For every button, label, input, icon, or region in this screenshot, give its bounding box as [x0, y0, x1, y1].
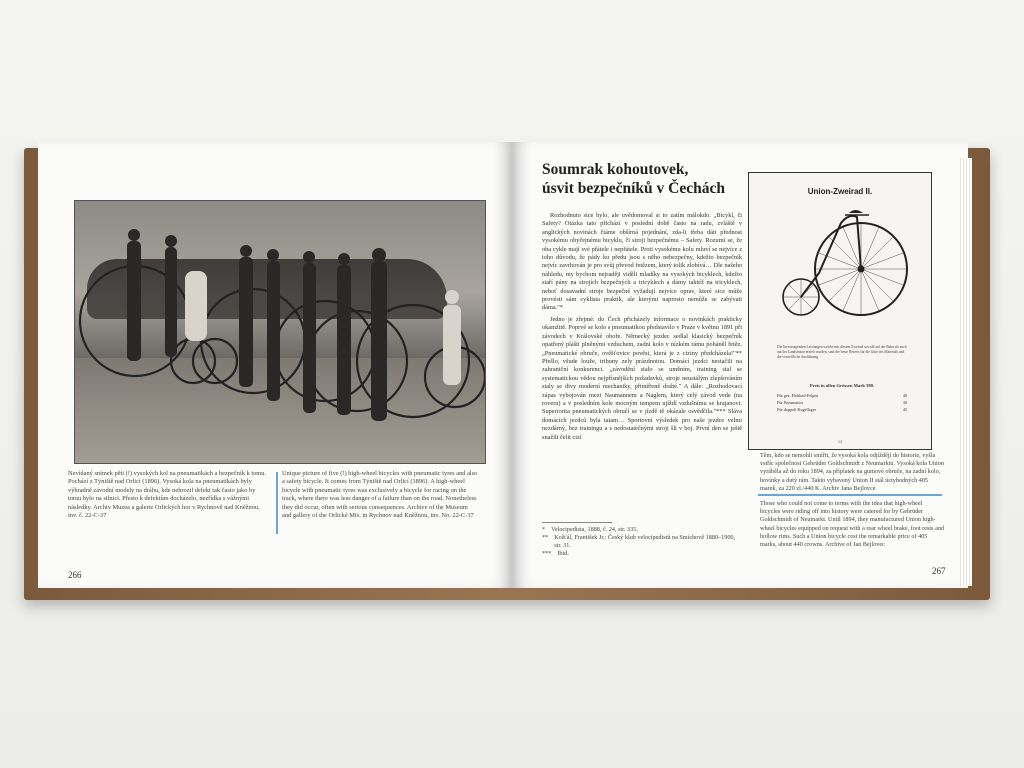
footnotes — [542, 526, 742, 558]
ad-title: Union-Zweirad II. — [807, 187, 873, 196]
price-label: Für doppelt Kugellager — [777, 407, 817, 412]
page-number-right: 267 — [932, 566, 946, 576]
ad-caption-english: Those who could not come to terms with the idea that high-wheel bicycles were riding off into history were catered for by Gebrüder Goldschmidt of Neumarkt. Until 1894, they manufactured Union high-wheel bicycles equipped on request with a rear wheel brake, foot rests and hollow rims. Such a Union bicycle cost the remarkable price of 405 marks, about 440 crowns. Archive of Jan Bejlovec — [760, 500, 945, 549]
footnote-text: Velocipedista, 1888, č. 24, str. 335. — [551, 526, 638, 533]
chapter-heading — [542, 160, 742, 198]
footnote-mark: *** — [542, 550, 552, 557]
price-label: Für gez. Hohlrad-Felgen — [777, 393, 819, 398]
price-value: 40 — [902, 393, 907, 398]
ad-page-number: 14 — [838, 439, 842, 444]
paragraph: Jedno je zřejmé: do Čech přicházely informace o novinkách prakticky okamžitě. Poprvé se kolo s pneumatikou představilo v Praze v květnu 1891 při závodech v Královské oboře. Německý jezdec sedlal klasický bezpečník opatřený plášti plněnými vzduchem, zadní kolo v nízkém rámu poháněl řetěz. „Pneumatické obruče, ověšťovice pověst, která je z ciziny předcházela!"** Přešlo, všude louže, tribuny zely prázdnotou. Domácí jezdci nestačili na zahraniční konkurenci. „závodění stalo se uměním, training stal se systematickou vědou nejpřísnějších požadavků, stroje neustálým zlepšováním staly se divy moderní mechaniky, přiměřeně drahé." A dále: „Rozhodovací zápas vybojován mezi Naumannem a Naglem, který celý závod vede (na roveru) a v posledním kole mocným tempem ujíždí vzdušnímu se krajanovi. Superiorita pneumatických obručí se v jízdě tě okázale osvědčila."*** Sláva domácích jezdců byla tatam… Sportovní výsledek pro naše jezdce velmi nezdárný, bez trainingu a s nedostatečnými stroji šli v boj. První den se ještě snažili čelit cizí — [542, 315, 742, 441]
ad-price-row — [777, 400, 907, 405]
paragraph: Rozhodnuto sice bylo, ale uvědomoval si to zatím málokdo. „Bicykl, či Safety? Otázka tato přichází v poslední době často na radu, zvláště v anglických novinách čtáme obšírná pojednání, zda-li třeba dáti přednost vysokému obyčejnému bicyklu, či stroji bezpečnému – Safety. Rozumí se, že oba cykle mají své přátele i nepřátele. Proti vysokému kolu mluví se nejvíce z toho důvodu, že pády ku předu jsou s něho nebezpečny, kdežto bezpečník nejvíc zavrhován je pro svůj převod řetězem, který tolik zlobívá… Dle našeho náhledu, my bychom nejraději viděli mladíky na vysokých bicyklech, kdežto staří pány na strojích bezpečných a tricyklech a dámy taktéž na tricyklech, neboť dosavadní stroje bezpečné vyžadují nejvíce oprav, které sice může provésti sám cyklista praktik, ale kterými naprosto nemůže se zabývati dáma."* — [542, 212, 742, 312]
body-text — [542, 212, 742, 445]
caption-divider — [276, 472, 278, 534]
footnote-text: Ibid. — [557, 550, 569, 557]
footnote-rule — [542, 522, 612, 523]
footnote — [542, 534, 742, 550]
footnote — [542, 526, 742, 534]
price-label: Für Pneumatics — [777, 400, 804, 405]
heading-line-2: úsvit bezpečníků v Čechách — [542, 180, 725, 197]
page-number-left: 266 — [68, 570, 82, 580]
bicycles-drawing — [75, 201, 485, 463]
historic-bicycle-photo — [74, 200, 486, 464]
heading-line-1: Soumrak kohoutovek, — [542, 161, 689, 178]
price-value: 30 — [902, 400, 907, 405]
footnote — [542, 550, 742, 558]
high-wheel-bicycle-illustration — [749, 173, 931, 343]
ad-price-row — [777, 393, 907, 398]
ad-caption-czech: Těm, kdo se nemohli smířit, že vysoká kola odjíždějí do historie, vyšla vstříc společnost Gebrüder Goldschmidt z Neumarktu. Vysoká kola Union vyráběla až do roku 1894, za příplatek na gumové obruče, na zadní kolo, hovínky a dutý rám. Takto vybavený Union II stál úctyhodných 405 marek, za 220 zl./440 K. Archiv Jana Bejlovce — [760, 452, 944, 492]
footnote-mark: ** — [542, 534, 549, 541]
photo-caption-czech: Nevídaný snímek pěti (!) vysokých kol na pneumatikách a bezpečník k tomu. Pochází z Týniště nad Orlicí (1896). Vysoká kola na pneumatikách byly výhradně závodní modely na dráhu, kde nehrozil defekt tak často jako by tomu bylo na silnici. Přesto k defektům docházelo, nezřídka s vážnými následky. Archiv Muzea a galerie Orlických hor v Rychnově nad Kněžnou, inv. č. 22-C-37 — [68, 470, 267, 520]
photo-caption-english: Unique picture of five (!) high-wheel bicycles with pneumatic tyres and also a safety bicycle. It comes from Týniště nad Orlicí (1896). A high-wheel bicycle with pneumatic tyres was exclusively a bicycle for racing on the track, where there was less danger of a failure than on the road. Nonetheless they did occur, often with serious consequences. Archive of the Museum and gallery of the Orlické Mts. in Rychnov nad Kněžnou, inv. No. 22-C-37 — [282, 470, 478, 520]
ad-description: Die hervorragenden Leistungen welche mit diesem Zweirad sowohl auf der Bahn als auch auf der Landstrasse erzielt wurden, sind der beste Beweis für die Güte des Materials und die vortreffliche Ausführung. — [777, 345, 907, 359]
union-advertisement — [748, 172, 932, 450]
ad-price-row — [777, 407, 907, 412]
footnote-text: Košťál, František Jr.: Český klub velocipedistů na Smíchově 1880–1900, str. 31. — [554, 534, 736, 549]
page-stack-edge — [960, 158, 972, 586]
caption-divider — [758, 494, 942, 496]
price-value: 45 — [902, 407, 907, 412]
ad-price-heading: Preis in allen Grössen Mark 380. — [809, 383, 875, 388]
footnote-mark: * — [542, 526, 546, 533]
